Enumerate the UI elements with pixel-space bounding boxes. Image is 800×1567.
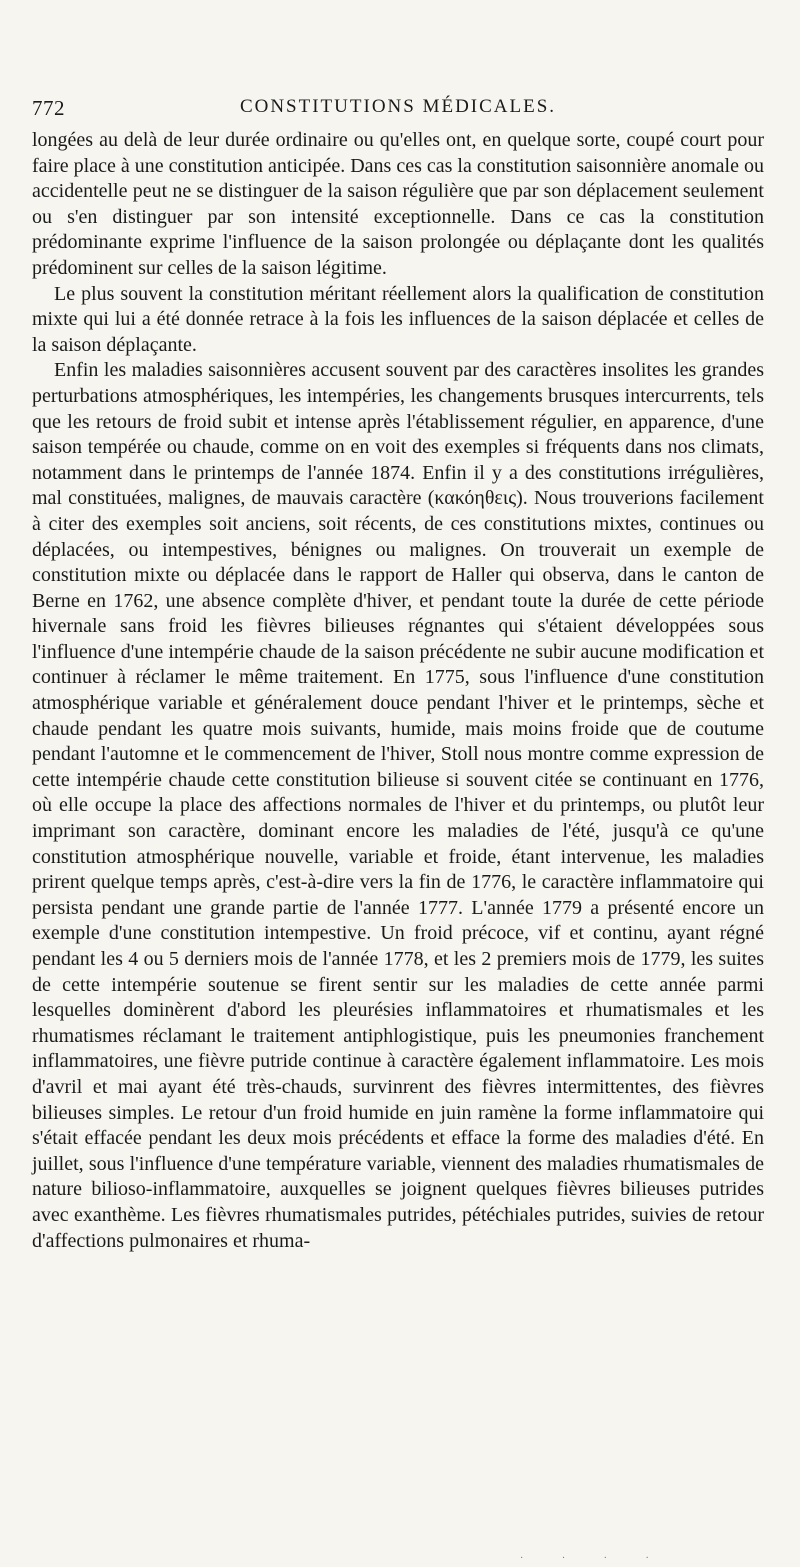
page-number: 772 <box>32 96 65 120</box>
page-header <box>32 96 764 126</box>
scan-specks: · · · · <box>520 1553 667 1564</box>
running-title: CONSTITUTIONS MÉDICALES. <box>239 96 557 117</box>
paragraph-mixed-constitution: Le plus souvent la constitution méritant réellement alors la qualification de constitution mixte qui lui a été donnée retrace à la fois les influences de la saison déplacée et celles de la saison déplaçante. <box>32 282 764 356</box>
body-text <box>32 128 764 1254</box>
paragraph-seasonal-diseases: Enfin les maladies saisonnières accusent souvent par des caractères insolites les grandes perturbations atmosphériques, les intempéries, les changements brusques intercurrents, tels que les retours de froid subit et intense après l'établissement régulier, en apparence, d'une saison tempérée ou chaude, comme on en voit des exemples si fréquents dans nos climats, notamment dans le printemps de l'année 1874. Enfin il y a des constitutions irrégulières, mal constituées, malignes, de mauvais caractère (κακόηθεις). Nous trouverions facilement à citer des exemples soit anciens, soit récents, de ces constitutions mixtes, continues ou déplacées, ou intempestives, bénignes ou malignes. On trouverait un exemple de constitution mixte ou déplacée dans le rapport de Haller qui observa, dans le canton de Berne en 1762, une absence complète d'hiver, et pendant toute la durée de cette période hivernale sans froid les fièvres bilieuses régnantes qui s'étaient développées sous l'influence d'une intempérie chaude de la saison précédente ne subir aucune modification et continuer à réclamer le même traitement. En 1775, sous l'influence d'une constitution atmosphérique variable et généralement douce pendant l'hiver et le printemps, sèche et chaude pendant les quatre mois suivants, humide, mais moins froide que de coutume pendant l'automne et le commencement de l'hiver, Stoll nous montre comme expression de cette intempérie chaude cette constitution bilieuse si souvent citée se continuant en 1776, où elle occupe la place des affections normales de l'hiver et du printemps, ou plutôt leur imprimant son caractère, dominant encore les maladies de l'été, jusqu'à ce qu'une constitution atmosphérique nouvelle, variable et froide, étant intervenue, les maladies prirent quelque temps après, c'est-à-dire vers la fin de 1776, le caractère inflammatoire qui persista pendant une grande partie de l'année 1777. L'année 1779 a présenté encore un exemple d'une constitution intempestive. Un froid précoce, vif et continu, ayant régné pendant les 4 ou 5 derniers mois de l'année 1778, et les 2 premiers mois de 1779, les suites de cette intempérie soutenue se firent sentir sur les maladies de cette année parmi lesquelles dominèrent d'abord les pleurésies inflammatoires et rhumatismales et les rhumatismes réclamant le traitement antiphlogistique, puis les pneumonies franchement inflammatoires, une fièvre putride continue à caractère également inflammatoire. Les mois d'avril et mai ayant été très-chauds, survinrent des fièvres intermittentes, des fièvres bilieuses simples. Le retour d'un froid humide en juin ramène la forme inflammatoire qui s'était effacée pendant les deux mois précédents et efface la forme des maladies d'été. En juillet, sous l'influence d'une température variable, viennent des maladies rhumatismales de nature bilioso-inflammatoire, auxquelles se joignent quelques fièvres bilieuses putrides avec exanthème. Les fièvres rhumatismales putrides, pétéchiales putrides, suivies de retour d'affections pulmonaires et rhuma- <box>32 359 764 1252</box>
document-page <box>32 96 764 1254</box>
paragraph-continuation: longées au delà de leur durée ordinaire ou qu'elles ont, en quelque sorte, coupé court pour faire place à une constitution anticipée. Dans ces cas la constitution saisonnière anomale ou accidentelle peut ne se distinguer de la saison régulière que par son déplacement seulement ou s'en distinguer par son intensité exceptionnelle. Dans ce cas la constitution prédominante exprime l'influence de la saison prolongée ou déplaçante dont les qualités prédominent sur celles de la saison légitime. <box>32 129 764 279</box>
